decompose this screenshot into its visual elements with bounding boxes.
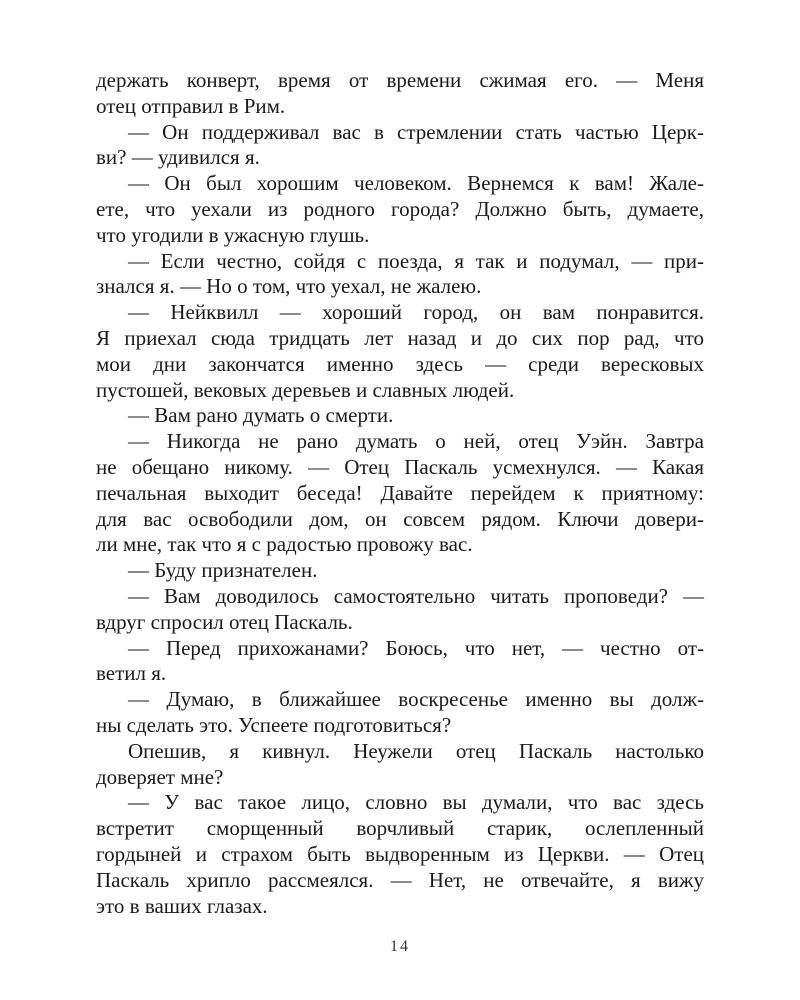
text-line: — Думаю, в ближайшее воскресенье именно вы долж- [128,687,704,712]
text-line: держать конверт, время от времени сжимая его. — Меня [96,68,704,92]
text-line: — Если честно, сойдя с поезда, я так и подумал, — при- [128,248,704,273]
text-line: Я приехал сюда тридцать лет назад и до сих пор рад, что [96,325,704,350]
text-line: печальная выходит беседа! Давайте перейдем к приятному: [96,480,704,505]
text-line: — Вам доводилось самостоятельно читать проповеди? — [128,583,704,608]
text-line: пустошей, вековых деревьев и славных людей. [96,377,515,402]
text-line: вдруг спросил отец Паскаль. [96,609,353,634]
text-line: ветил я. [96,661,167,686]
text-line: ны сделать это. Успеете подготовиться? [96,712,452,737]
text-line: это в ваших глазах. [96,893,268,918]
text-line: ете, что уехали из родного города? Должно быть, думаете, [96,196,704,221]
text-line: — Буду признателен. [128,558,318,583]
text-line: гордыней и страхом быть выдворенным из Церкви. — Отец [96,841,704,866]
text-line: — У вас такое лицо, словно вы думали, что вас здесь [128,790,704,815]
text-line: не обещано никому. — Отец Паскаль усмехнулся. — Какая [96,454,704,479]
book-page-text [96,68,704,919]
text-line: для вас освободили дом, он совсем рядом. Ключи довери- [96,506,704,531]
text-line: — Перед прихожанами? Боюсь, что нет, — честно от- [128,635,704,660]
text-line: — Никогда не рано думать о ней, отец Уэйн. Завтра [128,429,704,454]
text-line: встретит сморщенный ворчливый старик, ослепленный [96,816,704,841]
text-line: знался я. — Но о том, что уехал, не жалею. [96,274,482,299]
text-line: Опешив, я кивнул. Неужели отец Паскаль настолько [128,738,704,763]
text-line: Паскаль хрипло рассмеялся. — Нет, не отвечайте, я вижу [96,867,704,892]
text-line: доверяет мне? [96,764,224,789]
text-line: что угодили в ужасную глушь. [96,222,370,247]
text-line: — Вам рано думать о смерти. [128,403,394,428]
page-number: 14 [390,938,410,955]
text-line: мои дни закончатся именно здесь — среди вересковых [96,351,704,376]
text-line: отец отправил в Рим. [96,93,286,118]
text-line: — Он был хорошим человеком. Вернемся к вам! Жале- [128,171,704,196]
text-line: — Он поддерживал вас в стремлении стать частью Церк- [128,119,704,144]
text-line: ви? — удивился я. [96,145,260,170]
text-line: ли мне, так что я с радостью провожу вас. [96,532,473,557]
text-line: — Нейквилл — хороший город, он вам понравится. [128,300,704,325]
